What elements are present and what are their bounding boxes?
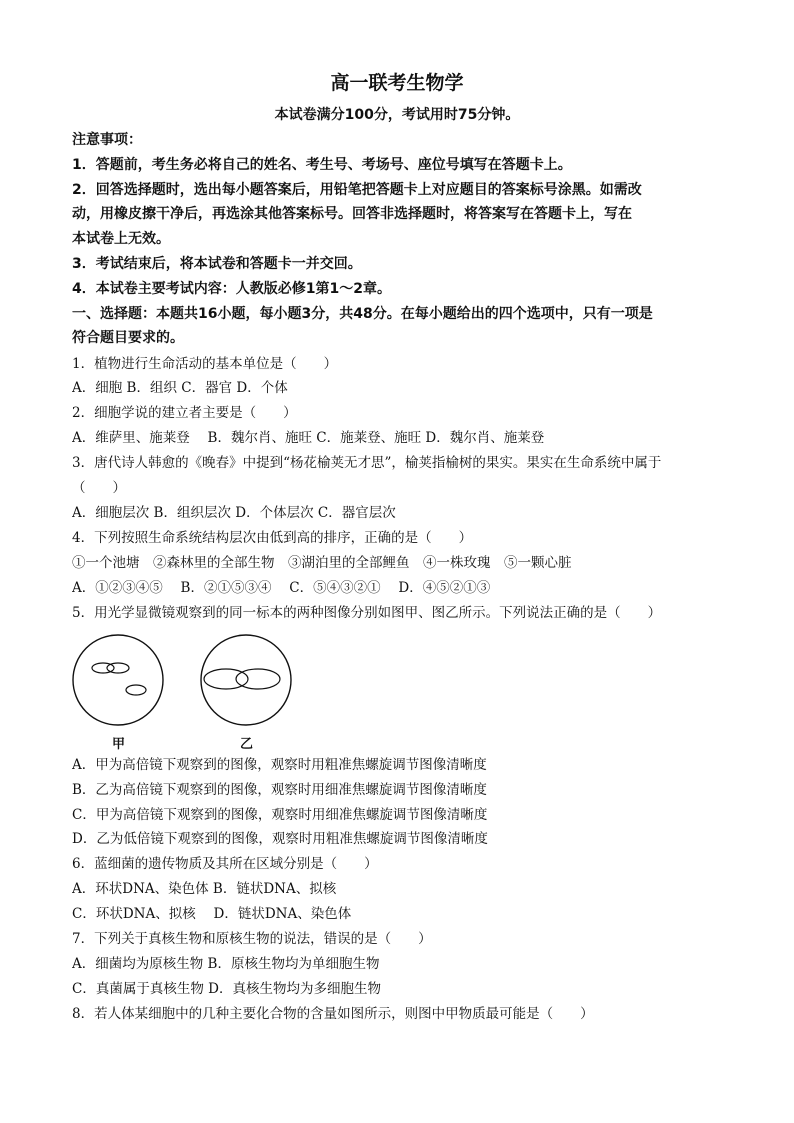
q3-stem-cont: （ ） (72, 480, 126, 496)
q6-options-1: A．环状DNA、染色体 B．链状DNA、拟核 (72, 881, 337, 897)
figure-label-a: 甲 (112, 737, 126, 752)
cell-b2 (236, 669, 280, 689)
notice-item-3: 3．考试结束后，将本试卷和答题卡一并交回。 (72, 256, 362, 272)
q6-options-2: C．环状DNA、拟核 D．链状DNA、染色体 (72, 906, 352, 922)
notice-heading: 注意事项： (72, 132, 142, 148)
field-of-view-a (73, 635, 163, 725)
q5-option-c: C．甲为高倍镜下观察到的图像，观察时用细准焦螺旋调节图像清晰度 (72, 807, 488, 823)
q2-options: A．维萨里、施莱登 B．魏尔肖、施旺 C．施莱登、施旺 D．魏尔肖、施莱登 (72, 430, 545, 446)
microscope-figure (68, 630, 308, 750)
q4-stem: 4．下列按照生命系统结构层次由低到高的排序，正确的是（ ） (72, 530, 473, 546)
q5-option-b: B．乙为高倍镜下观察到的图像，观察时用细准焦螺旋调节图像清晰度 (72, 782, 487, 798)
notice-item-1: 1．答题前，考生务必将自己的姓名、考生号、考场号、座位号填写在答题卡上。 (72, 157, 572, 173)
q6-stem: 6．蓝细菌的遗传物质及其所在区域分别是（ ） (72, 856, 378, 872)
field-of-view-b (201, 635, 291, 725)
microscope-figure-svg (68, 630, 308, 730)
q7-options-2: C．真菌属于真核生物 D．真核生物均为多细胞生物 (72, 981, 381, 997)
q5-option-a: A．甲为高倍镜下观察到的图像，观察时用粗准焦螺旋调节图像清晰度 (72, 757, 487, 773)
page-title: 高一联考生物学 (330, 72, 464, 94)
q2-stem: 2．细胞学说的建立者主要是（ ） (72, 405, 297, 421)
q8-stem: 8．若人体某细胞中的几种主要化合物的含量如图所示，则图中甲物质最可能是（ ） (72, 1006, 594, 1022)
q7-options-1: A．细菌均为原核生物 B．原核生物均为单细胞生物 (72, 956, 380, 972)
q7-stem: 7．下列关于真核生物和原核生物的说法，错误的是（ ） (72, 931, 432, 947)
notice-item-2-end: 本试卷上无效。 (72, 231, 170, 247)
notice-item-4: 4．本试卷主要考试内容：人教版必修1第1～2章。 (72, 281, 391, 297)
cell-a3 (126, 685, 146, 695)
section-heading-cont: 符合题目要求的。 (72, 330, 184, 346)
q5-option-d: D．乙为低倍镜下观察到的图像，观察时用粗准焦螺旋调节图像清晰度 (72, 831, 488, 847)
q1-options: A．细胞 B．组织 C．器官 D．个体 (72, 380, 288, 396)
notice-item-2-cont: 动，用橡皮擦干净后，再选涂其他答案标号。回答非选择题时，将答案写在答题卡上，写在 (72, 206, 632, 222)
q5-stem: 5．用光学显微镜观察到的同一标本的两种图像分别如图甲、图乙所示。下列说法正确的是（ ） (72, 605, 662, 621)
page-subtitle: 本试卷满分100分，考试用时75分钟。 (274, 107, 520, 123)
cell-a2 (107, 663, 129, 673)
q1-stem: 1．植物进行生命活动的基本单位是（ ） (72, 356, 338, 372)
section-heading: 一、选择题：本题共16小题，每小题3分，共48分。在每小题给出的四个选项中，只有一项是 (72, 306, 653, 322)
q4-items: ①一个池塘 ②森林里的全部生物 ③湖泊里的全部鲤鱼 ④一株玫瑰 ⑤一颗心脏 (72, 555, 572, 571)
q3-stem: 3．唐代诗人韩愈的《晚春》中提到“杨花榆荚无才思”，榆荚指榆树的果实。果实在生命系统中属于 (72, 455, 662, 471)
notice-item-2: 2．回答选择题时，选出每小题答案后，用铅笔把答题卡上对应题目的答案标号涂黑。如需改 (72, 182, 642, 198)
q4-options: A．①②③④⑤ B．②①⑤③④ C．⑤④③②① D．④⑤②①③ (72, 580, 491, 596)
q3-options: A．细胞层次 B．组织层次 D．个体层次 C．器官层次 (72, 505, 396, 521)
figure-label-b: 乙 (240, 737, 254, 752)
